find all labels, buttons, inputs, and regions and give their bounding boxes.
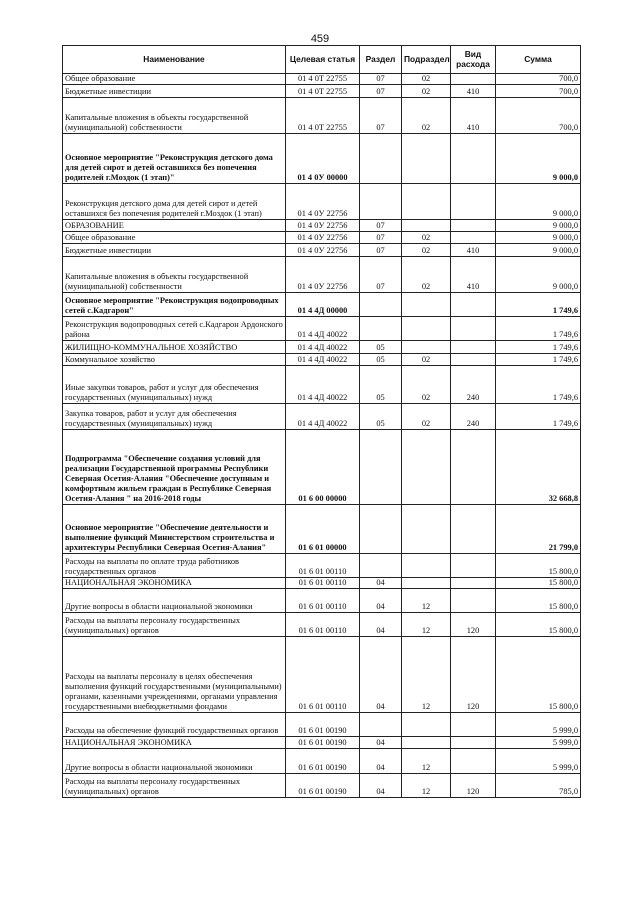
col-header-exp-type: Вид расхода xyxy=(451,46,496,74)
cell-target: 01 6 01 00110 xyxy=(286,637,360,713)
cell-section: 05 xyxy=(360,404,402,430)
cell-sum: 9 000,0 xyxy=(496,232,581,244)
col-header-subsection: Подраздел xyxy=(402,46,451,74)
cell-exp-type xyxy=(451,589,496,613)
table-header-row xyxy=(63,46,581,74)
cell-name: Капитальные вложения в объекты государственной (муниципальной) собственности xyxy=(63,257,286,293)
cell-name: Реконструкция детского дома для детей сирот и детей оставшихся без попечения родителей г.Моздок (1 этап) xyxy=(63,184,286,220)
cell-subsection: 02 xyxy=(402,404,451,430)
cell-exp-type xyxy=(451,293,496,317)
cell-name: Иные закупки товаров, работ и услуг для обеспечения государственных (муниципальных) нужд xyxy=(63,366,286,404)
cell-section: 07 xyxy=(360,98,402,134)
cell-name: Расходы на выплаты персоналу в целях обеспечения выполнения функций государственными (муниципальными) органами, казенными учреждениями, органами управления государственными внебюджетными фондами xyxy=(63,637,286,713)
cell-name: Закупка товаров, работ и услуг для обеспечения государственных (муниципальных) нужд xyxy=(63,404,286,430)
cell-sum: 700,0 xyxy=(496,74,581,85)
cell-subsection: 02 xyxy=(402,98,451,134)
cell-target: 01 4 0Т 22755 xyxy=(286,85,360,98)
cell-name: Реконструкция водопроводных сетей с.Кадгарон Ардонского района xyxy=(63,317,286,341)
col-header-target: Целевая статья xyxy=(286,46,360,74)
cell-name: ЖИЛИЩНО-КОММУНАЛЬНОЕ ХОЗЯЙСТВО xyxy=(63,341,286,354)
cell-section: 07 xyxy=(360,244,402,257)
cell-section xyxy=(360,184,402,220)
cell-subsection xyxy=(402,578,451,589)
cell-exp-type xyxy=(451,317,496,341)
cell-sum: 9 000,0 xyxy=(496,244,581,257)
cell-name: Бюджетные инвестиции xyxy=(63,244,286,257)
cell-subsection xyxy=(402,134,451,184)
cell-name: ОБРАЗОВАНИЕ xyxy=(63,220,286,232)
cell-sum: 1 749,6 xyxy=(496,341,581,354)
cell-exp-type xyxy=(451,554,496,578)
table-row xyxy=(63,220,581,232)
cell-exp-type: 120 xyxy=(451,637,496,713)
cell-subsection xyxy=(402,713,451,737)
cell-section: 07 xyxy=(360,74,402,85)
table-row xyxy=(63,74,581,85)
cell-subsection: 02 xyxy=(402,354,451,366)
table-row xyxy=(63,244,581,257)
table-row xyxy=(63,737,581,749)
cell-subsection: 02 xyxy=(402,232,451,244)
cell-sum: 1 749,6 xyxy=(496,293,581,317)
cell-name: Основное мероприятие "Обеспечение деятельности и выполнение функций Министерством строительства и архитектуры Республики Северная Осетия-Алания" xyxy=(63,505,286,554)
cell-target: 01 4 4Д 40022 xyxy=(286,366,360,404)
cell-section xyxy=(360,430,402,505)
cell-subsection xyxy=(402,737,451,749)
cell-section: 07 xyxy=(360,257,402,293)
cell-sum: 15 800,0 xyxy=(496,578,581,589)
cell-sum: 15 800,0 xyxy=(496,613,581,637)
cell-target: 01 6 01 00190 xyxy=(286,774,360,798)
cell-section: 04 xyxy=(360,578,402,589)
cell-target: 01 4 4Д 40022 xyxy=(286,341,360,354)
table-row xyxy=(63,134,581,184)
cell-name: Капитальные вложения в объекты государственной (муниципальной) собственности xyxy=(63,98,286,134)
table-row xyxy=(63,554,581,578)
cell-name: Общее образование xyxy=(63,232,286,244)
cell-exp-type xyxy=(451,737,496,749)
col-header-name: Наименование xyxy=(63,46,286,74)
cell-exp-type xyxy=(451,220,496,232)
cell-subsection xyxy=(402,184,451,220)
cell-exp-type: 240 xyxy=(451,404,496,430)
table-row xyxy=(63,505,581,554)
cell-section: 04 xyxy=(360,589,402,613)
table-row xyxy=(63,354,581,366)
cell-section: 07 xyxy=(360,85,402,98)
cell-target: 01 4 0Т 22755 xyxy=(286,98,360,134)
cell-section xyxy=(360,713,402,737)
cell-subsection xyxy=(402,293,451,317)
cell-name: Расходы на обеспечение функций государственных органов xyxy=(63,713,286,737)
cell-target: 01 6 01 00110 xyxy=(286,554,360,578)
cell-name: Основное мероприятие "Реконструкция детского дома для детей сирот и детей оставшихся без попечения родителей г.Моздок (1 этап)" xyxy=(63,134,286,184)
table-row xyxy=(63,232,581,244)
cell-section: 04 xyxy=(360,749,402,774)
table-row xyxy=(63,257,581,293)
cell-subsection xyxy=(402,341,451,354)
table-row xyxy=(63,578,581,589)
cell-sum: 9 000,0 xyxy=(496,134,581,184)
table-row xyxy=(63,85,581,98)
cell-target: 01 6 01 00110 xyxy=(286,589,360,613)
cell-sum: 15 800,0 xyxy=(496,589,581,613)
cell-target: 01 4 0У 22756 xyxy=(286,232,360,244)
cell-subsection: 12 xyxy=(402,749,451,774)
table-row xyxy=(63,184,581,220)
cell-section xyxy=(360,134,402,184)
table-row xyxy=(63,98,581,134)
cell-sum: 9 000,0 xyxy=(496,257,581,293)
cell-target: 01 4 0У 22756 xyxy=(286,244,360,257)
cell-exp-type xyxy=(451,749,496,774)
cell-subsection xyxy=(402,505,451,554)
cell-sum: 15 800,0 xyxy=(496,637,581,713)
col-header-sum: Сумма xyxy=(496,46,581,74)
cell-exp-type: 120 xyxy=(451,613,496,637)
cell-exp-type xyxy=(451,713,496,737)
cell-section xyxy=(360,505,402,554)
table-row xyxy=(63,341,581,354)
cell-section xyxy=(360,554,402,578)
cell-target: 01 4 0У 22756 xyxy=(286,220,360,232)
cell-exp-type xyxy=(451,578,496,589)
table-row xyxy=(63,589,581,613)
cell-target: 01 6 01 00110 xyxy=(286,613,360,637)
cell-exp-type: 410 xyxy=(451,85,496,98)
cell-section xyxy=(360,317,402,341)
cell-exp-type xyxy=(451,232,496,244)
table-row xyxy=(63,637,581,713)
cell-exp-type xyxy=(451,134,496,184)
cell-subsection: 02 xyxy=(402,85,451,98)
cell-subsection xyxy=(402,430,451,505)
cell-section: 04 xyxy=(360,613,402,637)
cell-sum: 1 749,6 xyxy=(496,317,581,341)
cell-name: Общее образование xyxy=(63,74,286,85)
cell-target: 01 4 0Т 22755 xyxy=(286,74,360,85)
cell-target: 01 6 01 00190 xyxy=(286,737,360,749)
table-row xyxy=(63,293,581,317)
cell-exp-type xyxy=(451,430,496,505)
cell-exp-type xyxy=(451,341,496,354)
cell-subsection xyxy=(402,317,451,341)
budget-table xyxy=(62,45,581,798)
cell-subsection: 12 xyxy=(402,637,451,713)
cell-subsection: 02 xyxy=(402,244,451,257)
cell-sum: 700,0 xyxy=(496,85,581,98)
cell-target: 01 6 01 00000 xyxy=(286,505,360,554)
table-row xyxy=(63,404,581,430)
cell-sum: 9 000,0 xyxy=(496,184,581,220)
cell-section: 04 xyxy=(360,737,402,749)
cell-sum: 9 000,0 xyxy=(496,220,581,232)
cell-name: Бюджетные инвестиции xyxy=(63,85,286,98)
cell-sum: 5 999,0 xyxy=(496,737,581,749)
cell-section: 05 xyxy=(360,354,402,366)
cell-exp-type: 410 xyxy=(451,244,496,257)
cell-sum: 21 799,0 xyxy=(496,505,581,554)
cell-target: 01 4 0У 22756 xyxy=(286,257,360,293)
cell-sum: 1 749,6 xyxy=(496,354,581,366)
page-number: 459 xyxy=(310,33,330,45)
cell-subsection: 02 xyxy=(402,257,451,293)
cell-target: 01 4 4Д 00000 xyxy=(286,293,360,317)
cell-sum: 700,0 xyxy=(496,98,581,134)
cell-name: НАЦИОНАЛЬНАЯ ЭКОНОМИКА xyxy=(63,578,286,589)
cell-target: 01 6 01 00110 xyxy=(286,578,360,589)
cell-sum: 32 668,8 xyxy=(496,430,581,505)
cell-section: 05 xyxy=(360,341,402,354)
cell-target: 01 6 01 00190 xyxy=(286,713,360,737)
col-header-section: Раздел xyxy=(360,46,402,74)
cell-name: Другие вопросы в области национальной экономики xyxy=(63,749,286,774)
cell-sum: 1 749,6 xyxy=(496,366,581,404)
cell-subsection xyxy=(402,220,451,232)
cell-subsection: 02 xyxy=(402,74,451,85)
cell-exp-type xyxy=(451,74,496,85)
cell-target: 01 4 4Д 40022 xyxy=(286,354,360,366)
cell-target: 01 6 01 00190 xyxy=(286,749,360,774)
cell-exp-type: 120 xyxy=(451,774,496,798)
cell-subsection: 12 xyxy=(402,613,451,637)
cell-exp-type xyxy=(451,184,496,220)
cell-sum: 5 999,0 xyxy=(496,749,581,774)
table-row xyxy=(63,749,581,774)
cell-name: Расходы на выплаты персоналу государственных (муниципальных) органов xyxy=(63,774,286,798)
table-row xyxy=(63,366,581,404)
cell-name: Основное мероприятие "Реконструкция водопроводных сетей с.Кадгарон" xyxy=(63,293,286,317)
cell-exp-type xyxy=(451,505,496,554)
cell-exp-type: 410 xyxy=(451,257,496,293)
cell-target: 01 4 4Д 40022 xyxy=(286,404,360,430)
cell-target: 01 4 0У 22756 xyxy=(286,184,360,220)
cell-section: 07 xyxy=(360,232,402,244)
cell-subsection: 12 xyxy=(402,774,451,798)
cell-section: 07 xyxy=(360,220,402,232)
table-row xyxy=(63,613,581,637)
cell-name: Подпрограмма "Обеспечение создания условий для реализации Государственной программы Республики Северная Осетия-Алания "Обеспечение доступным и комфортным жильем граждан в Республике Северная Осетия-Алания " на 2016-2018 годы xyxy=(63,430,286,505)
table-row xyxy=(63,774,581,798)
cell-section: 05 xyxy=(360,366,402,404)
table-row xyxy=(63,317,581,341)
table-row xyxy=(63,430,581,505)
cell-target: 01 4 4Д 40022 xyxy=(286,317,360,341)
cell-section xyxy=(360,293,402,317)
cell-target: 01 6 00 00000 xyxy=(286,430,360,505)
cell-sum: 15 800,0 xyxy=(496,554,581,578)
table-body xyxy=(63,74,581,798)
cell-name: НАЦИОНАЛЬНАЯ ЭКОНОМИКА xyxy=(63,737,286,749)
cell-name: Коммунальное хозяйство xyxy=(63,354,286,366)
cell-sum: 785,0 xyxy=(496,774,581,798)
cell-sum: 1 749,6 xyxy=(496,404,581,430)
cell-exp-type: 410 xyxy=(451,98,496,134)
table-row xyxy=(63,713,581,737)
cell-name: Расходы на выплаты по оплате труда работников государственных органов xyxy=(63,554,286,578)
cell-subsection: 02 xyxy=(402,366,451,404)
cell-subsection: 12 xyxy=(402,589,451,613)
cell-name: Другие вопросы в области национальной экономики xyxy=(63,589,286,613)
cell-section: 04 xyxy=(360,637,402,713)
cell-exp-type xyxy=(451,354,496,366)
cell-target: 01 4 0У 00000 xyxy=(286,134,360,184)
cell-exp-type: 240 xyxy=(451,366,496,404)
cell-subsection xyxy=(402,554,451,578)
cell-sum: 5 999,0 xyxy=(496,713,581,737)
cell-section: 04 xyxy=(360,774,402,798)
cell-name: Расходы на выплаты персоналу государственных (муниципальных) органов xyxy=(63,613,286,637)
